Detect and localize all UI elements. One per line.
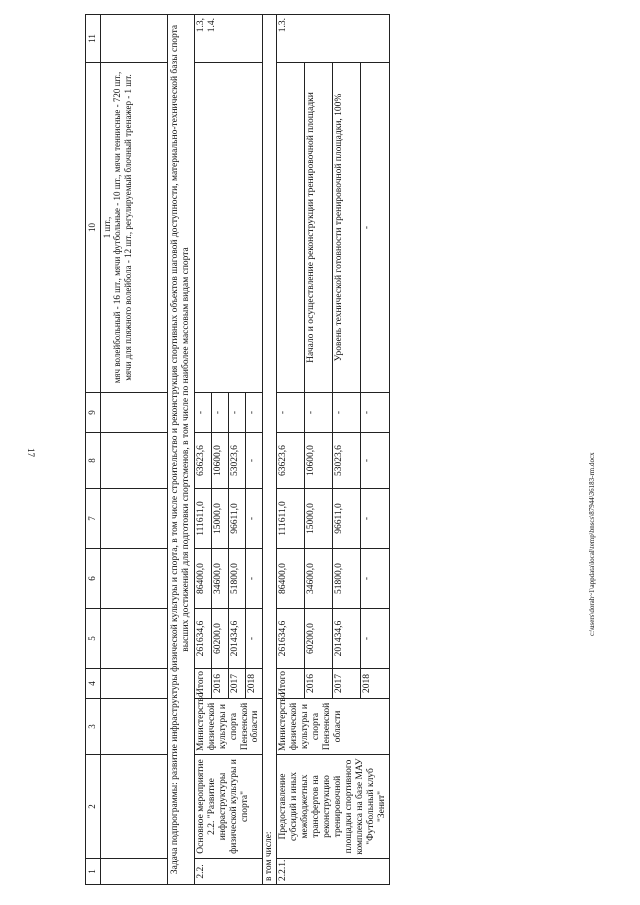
header-cell: 10 [86, 63, 101, 393]
executor: Министерство физической культуры и спорта Пензенской области [277, 699, 389, 755]
measure-name: Основное мероприятие 2.2. "Развитие инфраструктуры физической культуры и спорта" [194, 755, 263, 859]
page-number: 17 [26, 448, 36, 457]
value-cell: - [361, 393, 389, 433]
value-cell: 53023,6 [229, 433, 246, 489]
value-cell: 63623,6 [194, 433, 211, 489]
value-cell: - [246, 489, 263, 549]
rotated-table-container [85, 15, 605, 885]
value-cell: 34600,0 [211, 549, 228, 609]
value-cell: - [361, 549, 389, 609]
value-cell: - [305, 393, 333, 433]
value-cell: 51800,0 [229, 549, 246, 609]
value-cell: - [246, 433, 263, 489]
header-cell: 4 [86, 669, 101, 699]
including-label: в том числе: [263, 15, 277, 885]
value-cell: 201434,6 [229, 609, 246, 669]
value-cell: - [211, 393, 228, 433]
year-cell: 2018 [361, 669, 389, 699]
footer-file-path: c:\users\dorah~1\appdata\local\temp\bnscs\87944\36183-rm.docx [588, 452, 596, 636]
header-cell: 8 [86, 433, 101, 489]
value-cell: 51800,0 [333, 549, 361, 609]
row-number: 2.2. [194, 859, 263, 885]
value-cell: 10600,0 [305, 433, 333, 489]
value-cell: - [361, 433, 389, 489]
value-cell: 96611,0 [333, 489, 361, 549]
task-row [168, 15, 195, 885]
header-cell: 3 [86, 699, 101, 755]
value-cell: 53023,6 [333, 433, 361, 489]
year-cell: 2017 [229, 669, 246, 699]
value-cell: - [246, 609, 263, 669]
value-cell: 15000,0 [211, 489, 228, 549]
value-cell: 111611,0 [277, 489, 305, 549]
value-cell: - [194, 393, 211, 433]
header-cell: 2 [86, 755, 101, 859]
year-cell: Итого [277, 669, 305, 699]
program-table [85, 14, 390, 885]
value-cell: - [333, 393, 361, 433]
header-cell: 9 [86, 393, 101, 433]
header-cell: 6 [86, 549, 101, 609]
value-cell: 10600,0 [211, 433, 228, 489]
header-row [86, 15, 101, 885]
indicator-cell [277, 63, 305, 393]
value-cell: 96611,0 [229, 489, 246, 549]
indicator-cell: - [361, 63, 389, 393]
task-text: Задача подпрограммы: развитие инфраструктуры физической культуры и спорта, в том числе строительство и реконструкция спортивных объектов шаговой доступности, материально-технической базы спорта высших достижений для подготовки спортсменов, в том числе по наиболее массовым видам спорта [168, 15, 195, 885]
measure-name: Предоставление субсидий и иных межбюджетных трансфертов на реконструкцию тренировочной площадки спортивного комплекса на базе МАУ "Футбольный клуб "Зенит" [277, 755, 389, 859]
value-cell: - [246, 549, 263, 609]
year-cell: 2016 [305, 669, 333, 699]
value-cell: 86400,0 [277, 549, 305, 609]
value-cell: 111611,0 [194, 489, 211, 549]
executor: Министерство физической культуры и спорта Пензенской области [194, 699, 263, 755]
year-cell: 2016 [211, 669, 228, 699]
value-cell: 86400,0 [194, 549, 211, 609]
value-cell: 63623,6 [277, 433, 305, 489]
value-cell: 261634,6 [194, 609, 211, 669]
continued-row [101, 15, 168, 885]
row-number: 2.2.1. [277, 859, 389, 885]
table-row [194, 15, 211, 885]
year-cell: 2017 [333, 669, 361, 699]
value-cell: - [277, 393, 305, 433]
header-cell: 7 [86, 489, 101, 549]
value-cell: - [229, 393, 246, 433]
links-cell: 1.3. [277, 15, 389, 63]
value-cell: 201434,6 [333, 609, 361, 669]
value-cell: 15000,0 [305, 489, 333, 549]
indicator-cell: 1 шт., мяч волейбольный - 16 шт., мячи футбольные - 10 шт., мячи теннисные - 720 шт., мячи для пляжного волейбола - 12 шт., регулируемый блочный тренажер - 1 шт. [101, 63, 168, 393]
header-cell: 1 [86, 859, 101, 885]
header-cell: 5 [86, 609, 101, 669]
indicator-cell: Начало и осуществление реконструкции тренировочной площадки [305, 63, 333, 393]
indicator-cell: Уровень технической готовности тренировочной площадки, 100% [333, 63, 361, 393]
year-cell: Итого [194, 669, 211, 699]
value-cell: 34600,0 [305, 549, 333, 609]
value-cell: 60200,0 [305, 609, 333, 669]
table-row [277, 15, 305, 885]
value-cell: 261634,6 [277, 609, 305, 669]
value-cell: - [361, 609, 389, 669]
value-cell: - [246, 393, 263, 433]
header-cell: 11 [86, 15, 101, 63]
value-cell: - [361, 489, 389, 549]
value-cell: 60200,0 [211, 609, 228, 669]
including-row [263, 15, 277, 885]
links-cell: 1.3, 1.4. [194, 15, 263, 63]
year-cell: 2018 [246, 669, 263, 699]
